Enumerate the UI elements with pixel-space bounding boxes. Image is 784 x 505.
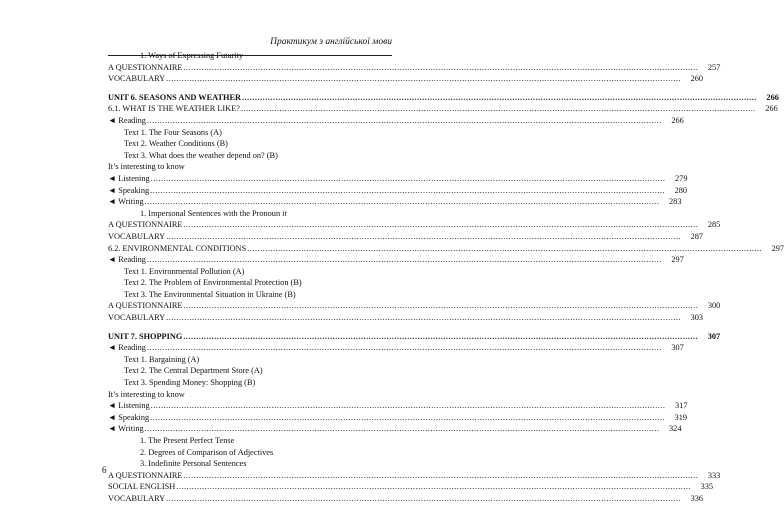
toc-spacer [108,324,392,331]
toc-entry-label: 6.2. ENVIRONMENTAL CONDITIONS [108,243,247,253]
toc-entry-label: 1. Impersonal Sentences with the Pronoun it [140,208,287,218]
dot-leader: ........................................................................................................................................................................................................ [166,74,682,84]
toc-entry-page: 317 [675,401,688,411]
toc-entry[interactable] [108,354,392,366]
toc-entry-page: 283 [669,197,682,207]
toc-entry[interactable] [108,185,688,197]
dot-leader: ........................................................................................................................................................................................................ [146,255,662,265]
toc-entry[interactable] [108,138,392,150]
dot-leader: ........................................................................................................................................................................................................ [183,331,699,341]
toc-entry[interactable] [108,377,392,389]
toc-entry-label: 2. Degrees of Comparison of Adjectives [140,447,274,457]
toc-entry-label: VOCABULARY [108,74,166,84]
dot-leader: ........................................................................................................................................................................................................ [150,412,666,422]
toc-entry[interactable] [108,300,721,312]
dot-leader: ........................................................................................................................................................................................................ [144,197,660,207]
toc-entry-label: Text 1. The Four Seasons (A) [124,127,222,137]
toc-entry[interactable] [108,115,684,127]
toc-entry-label: 6.1. WHAT IS THE WEATHER LIKE? [108,104,240,114]
toc-entry-label: A QUESTIONNAIRE [108,470,183,480]
toc-entry-label: Text 3. Spending Money: Shopping (B) [124,378,256,388]
toc-entry-page: 280 [674,185,688,195]
toc-entry-page: 257 [707,62,721,72]
toc-entry-page: 297 [671,255,684,265]
dot-leader: ........................................................................................................................................................................................................ [183,62,699,72]
toc-entry-label: SOCIAL ENGLISH [108,482,176,492]
toc-entry[interactable] [108,62,721,74]
toc-entry-label: Text 1. Bargaining (A) [124,354,200,364]
toc-entry[interactable] [108,331,721,343]
toc-entry-label: ◄ Reading [108,115,146,125]
toc-entry[interactable] [108,243,784,255]
toc-entry-label: VOCABULARY [108,231,166,241]
dot-leader: ........................................................................................................................................................................................................ [150,185,666,195]
toc-entry-label: ◄ Speaking [108,185,150,195]
toc-entry-page: 335 [700,482,714,492]
running-title: Практикум з англійської мови [270,37,392,47]
toc-entry-label: 1. The Present Perfect Tense [140,436,235,445]
toc-entry-label: It’s interesting to know [108,162,185,172]
toc-entry-label: Text 2. The Problem of Environmental Protection (B) [124,278,302,288]
toc-entry-label: Text 3. The Environmental Situation in Ukraine (B) [124,289,296,299]
toc-entry-label: VOCABULARY [108,313,166,323]
toc-entry-label: Text 2. Weather Conditions (B) [124,139,228,149]
toc-entry[interactable] [108,219,721,231]
toc-entry-label: A QUESTIONNAIRE [108,301,183,311]
toc-entry-label: 1. Ways of Expressing Futurity [140,51,244,60]
toc-entry[interactable] [108,389,392,401]
toc-entry[interactable] [108,342,684,354]
toc-entry[interactable] [108,254,684,266]
toc-entry[interactable] [108,447,392,459]
toc-entry-label: Text 3. What does the weather depend on? (B) [124,150,278,160]
toc-entry-page: 285 [707,220,721,230]
toc-entry[interactable] [108,231,704,243]
dot-leader: ........................................................................................................................................................................................................ [166,231,682,241]
toc-entry[interactable] [108,435,392,447]
toc-entry[interactable] [108,412,688,424]
toc-entry-page: 266 [671,115,684,125]
toc-entry-page: 333 [707,470,721,480]
toc-entry-page: 260 [690,74,704,84]
toc-entry[interactable] [108,458,392,470]
dot-leader: ........................................................................................................................................................................................................ [176,482,692,492]
toc-entry[interactable] [108,312,704,324]
toc-entry[interactable] [108,103,778,115]
toc-entry[interactable] [108,277,392,289]
toc-entry-label: ◄ Listening [108,173,150,183]
toc-entry[interactable] [108,208,392,220]
toc-entry[interactable] [108,92,779,104]
dot-leader: ........................................................................................................................................................................................................ [150,173,666,183]
dot-leader: ........................................................................................................................................................................................................ [183,220,699,230]
dot-leader: ........................................................................................................................................................................................................ [240,104,756,114]
toc-entry-page: 303 [690,313,704,323]
toc-spacer [108,85,392,92]
toc-entry[interactable] [108,161,392,173]
toc-entry-label: A QUESTIONNAIRE [108,62,183,72]
toc-entry-page: 324 [669,424,682,434]
dot-leader: ........................................................................................................................................................................................................ [150,401,666,411]
toc-entry-page: 300 [707,301,721,311]
toc-entry[interactable] [108,470,721,482]
dot-leader: ........................................................................................................................................................................................................ [146,343,662,353]
dot-leader: ........................................................................................................................................................................................................ [166,493,682,503]
toc-entry-label: ◄ Writing [108,197,144,207]
toc-entry-label: 3. Indefinite Personal Sentences [140,459,247,469]
toc-entry-label: ◄ Reading [108,343,146,353]
toc-entry[interactable] [108,127,392,139]
dot-leader: ........................................................................................................................................................................................................ [247,243,763,253]
dot-leader: ........................................................................................................................................................................................................ [146,115,662,125]
toc-entry[interactable] [108,266,392,278]
toc-entry[interactable] [108,481,714,493]
toc-entry-page: 287 [690,231,704,241]
toc-entry[interactable] [108,150,392,162]
toc-entry-label: ◄ Reading [108,255,146,265]
toc-entry[interactable] [108,493,704,505]
dot-leader: ........................................................................................................................................................................................................ [183,301,699,311]
toc-entry[interactable] [108,423,682,435]
toc-entry-label: ◄ Listening [108,401,150,411]
toc-entry-label: ◄ Speaking [108,412,150,422]
toc-entry[interactable] [108,73,704,85]
toc-entry[interactable] [108,50,392,62]
toc-entry-label: VOCABULARY [108,493,166,503]
toc-entry-page: 307 [671,343,684,353]
toc-entry-page: 319 [674,412,688,422]
toc-entry[interactable] [108,173,688,185]
toc-entry[interactable] [108,196,682,208]
dot-leader: ........................................................................................................................................................................................................ [183,470,699,480]
toc-entry-label: UNIT 6. SEASONS AND WEATHER [108,92,242,102]
toc-entry-page: 266 [766,92,779,102]
toc-entry-page: 266 [765,104,778,114]
page-number: 6 [102,465,107,475]
toc-entry-label: It’s interesting to know [108,389,185,399]
toc-entry-page: 297 [771,243,784,253]
toc-entry-label: UNIT 7. SHOPPING [108,331,183,341]
table-of-contents [108,50,784,505]
dot-leader: ........................................................................................................................................................................................................ [166,313,682,323]
toc-entry-label: ◄ Writing [108,424,144,434]
toc-entry[interactable] [108,289,392,301]
toc-entry[interactable] [108,400,688,412]
toc-entry-label: A QUESTIONNAIRE [108,220,183,230]
toc-entry-label: Text 1. Environmental Pollution (A) [124,266,245,276]
toc-entry-page: 279 [675,173,688,183]
toc-entry-page: 307 [707,331,721,341]
toc-entry[interactable] [108,365,392,377]
toc-entry-label: Text 2. The Central Department Store (A) [124,366,263,376]
dot-leader: ........................................................................................................................................................................................................ [242,92,757,102]
toc-entry-page: 336 [690,493,704,503]
dot-leader: ........................................................................................................................................................................................................ [144,424,660,434]
